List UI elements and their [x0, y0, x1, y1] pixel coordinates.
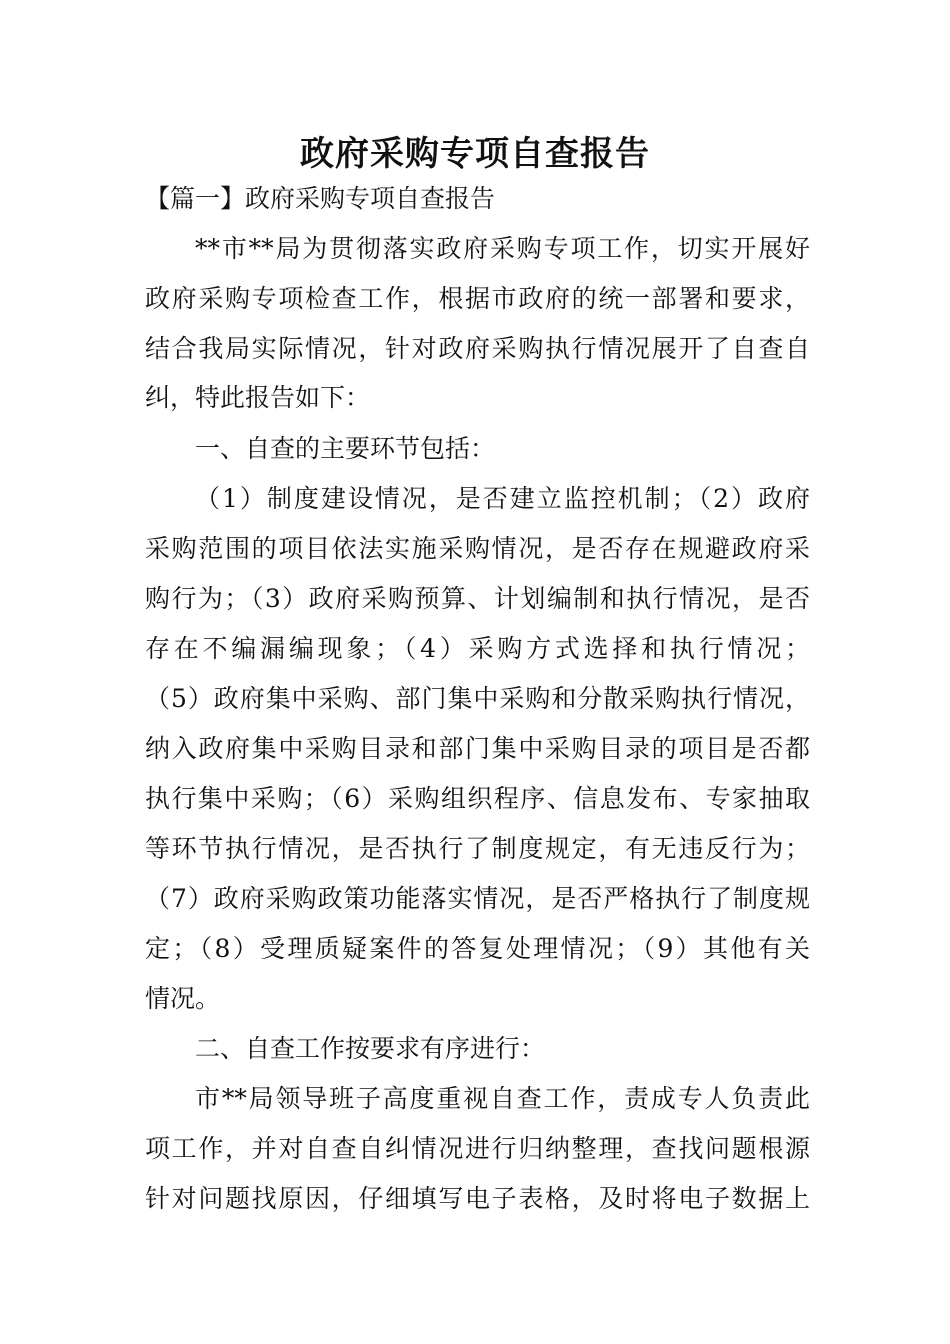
- paragraph-line: 定；（8）受理质疑案件的答复处理情况；（9）其他有关: [145, 934, 810, 963]
- paragraph-line: 等环节执行情况，是否执行了制度规定，有无违反行为；: [145, 834, 810, 863]
- paragraph-line: 政府采购专项检查工作，根据市政府的统一部署和要求，: [145, 284, 810, 313]
- paragraph-line: 市**局领导班子高度重视自查工作，责成专人负责此: [195, 1084, 810, 1113]
- paragraph-line: 纠，特此报告如下：: [145, 383, 371, 412]
- paragraph-line: （7）政府采购政策功能落实情况，是否严格执行了制度规: [145, 884, 810, 913]
- paragraph-line: 情况。: [145, 984, 221, 1013]
- paragraph-line: 采购范围的项目依法实施采购情况，是否存在规避政府采: [145, 534, 810, 563]
- paragraph-line: （1）制度建设情况，是否建立监控机制；（2）政府: [195, 484, 810, 513]
- paragraph-line: 存在不编漏编现象；（4）采购方式选择和执行情况；: [145, 634, 810, 663]
- section-heading: 【篇一】政府采购专项自查报告: [145, 184, 496, 213]
- paragraph-line: 执行集中采购；（6）采购组织程序、信息发布、专家抽取: [145, 784, 810, 813]
- paragraph-line: 针对问题找原因，仔细填写电子表格，及时将电子数据上: [145, 1184, 810, 1213]
- document-title: 政府采购专项自查报告: [300, 134, 650, 174]
- paragraph-line: （5）政府集中采购、部门集中采购和分散采购执行情况，: [145, 684, 810, 713]
- paragraph-line: 纳入政府集中采购目录和部门集中采购目录的项目是否都: [145, 734, 810, 763]
- paragraph-line: 结合我局实际情况，针对政府采购执行情况展开了自查自: [145, 334, 810, 363]
- paragraph-line: 购行为；（3）政府采购预算、计划编制和执行情况，是否: [145, 584, 810, 613]
- subheading: 二、自查工作按要求有序进行：: [195, 1034, 546, 1063]
- subheading: 一、自查的主要环节包括：: [195, 434, 496, 463]
- paragraph-line: 项工作，并对自查自纠情况进行归纳整理，查找问题根源: [145, 1134, 810, 1163]
- paragraph-line: **市**局为贯彻落实政府采购专项工作，切实开展好: [195, 234, 810, 263]
